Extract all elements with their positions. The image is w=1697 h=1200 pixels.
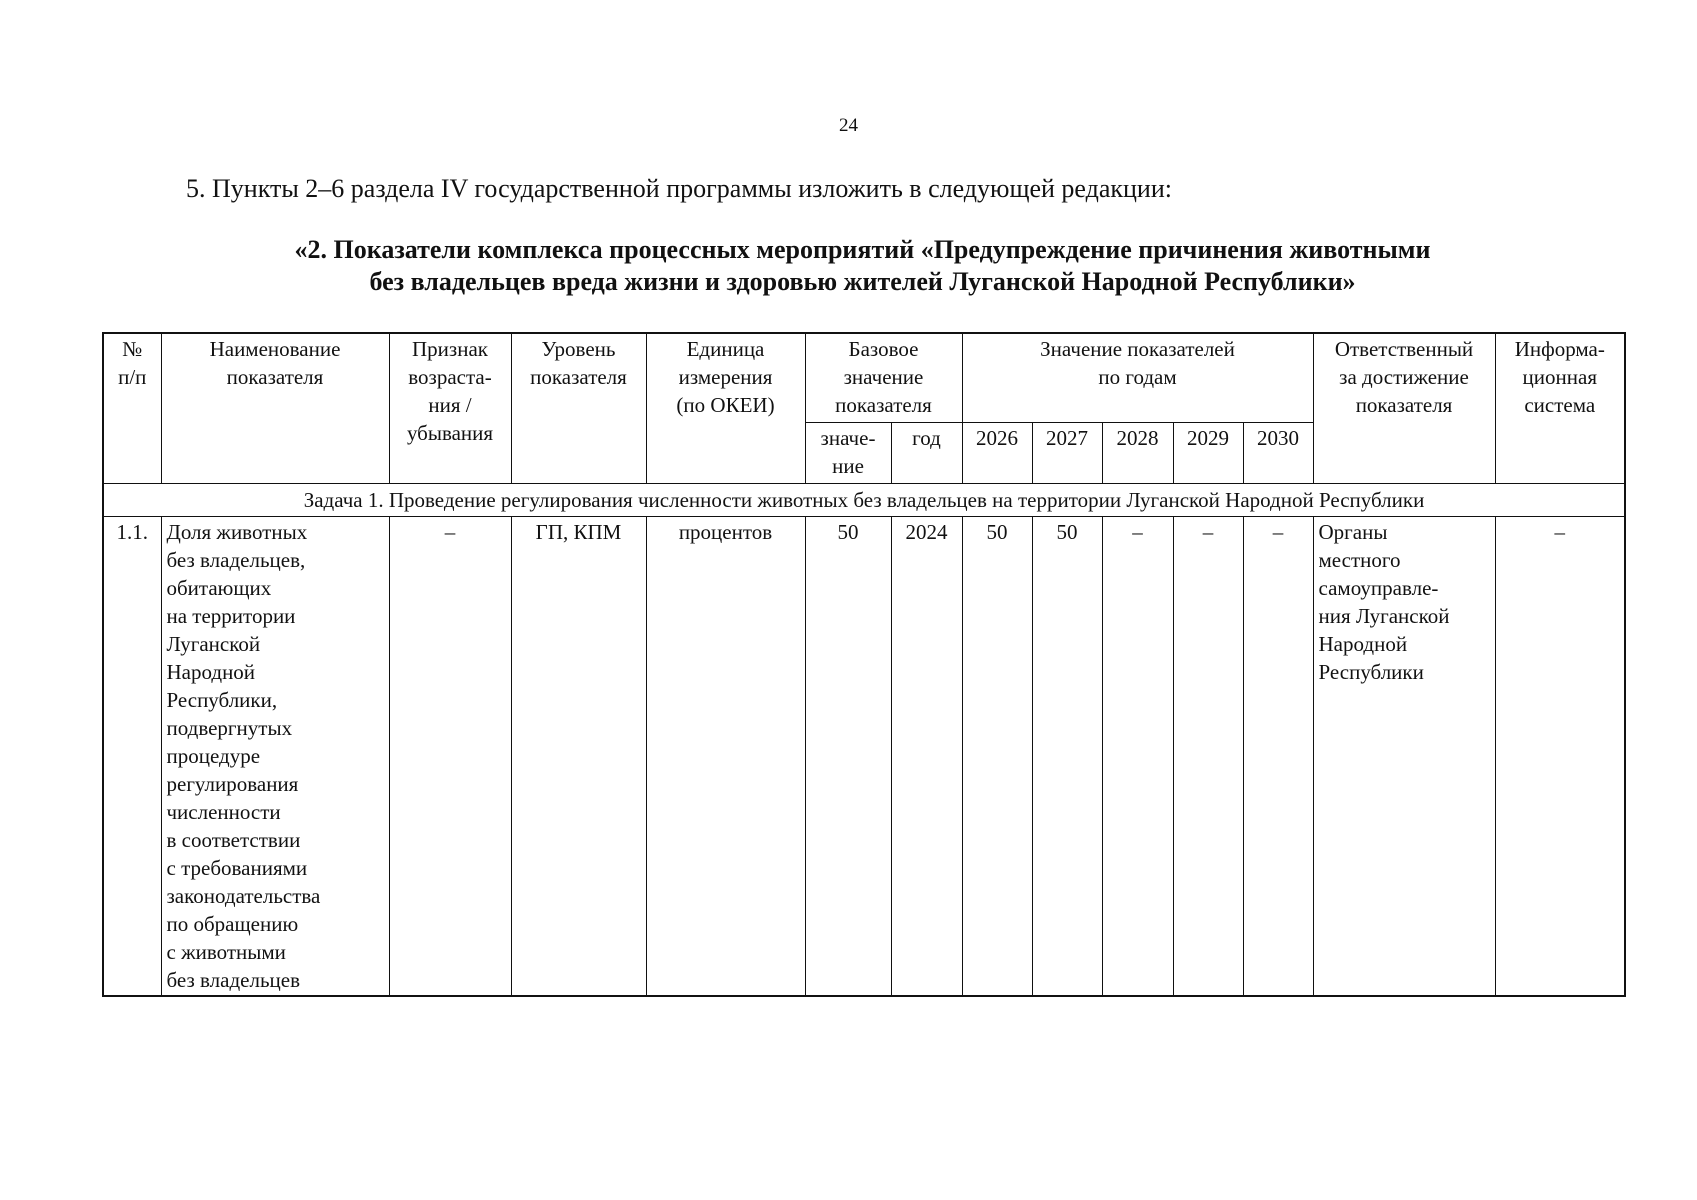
row-indicator-name-line: по обращению	[166, 912, 299, 936]
header-year-2026: 2026	[962, 423, 1032, 484]
header-year-2030: 2030	[1243, 423, 1313, 484]
header-trend-line: ния /	[428, 393, 472, 417]
row-indicator-name-line: численности	[166, 800, 281, 824]
header-responsible-line: за достижение	[1339, 365, 1469, 389]
intro-paragraph: 5. Пункты 2–6 раздела IV государственной программы изложить в следующей редакции:	[186, 174, 1172, 203]
row-indicator-name-line: без владельцев,	[166, 548, 306, 572]
row-value-2030: –	[1243, 517, 1313, 997]
task-title: Задача 1. Проведение регулирования численности животных без владельцев на территории Луганской Народной Республики	[103, 484, 1625, 517]
row-value-2026: 50	[962, 517, 1032, 997]
row-trend: –	[389, 517, 511, 997]
row-indicator-name	[161, 517, 389, 997]
header-trend-line: убывания	[406, 421, 494, 445]
header-year-2028: 2028	[1102, 423, 1173, 484]
header-unit-line: (по ОКЕИ)	[676, 393, 775, 417]
row-base-value: 50	[805, 517, 891, 997]
header-base-line: Базовое	[848, 337, 919, 361]
header-info-line: ционная	[1522, 365, 1597, 389]
row-value-2027: 50	[1032, 517, 1102, 997]
row-indicator-name-line: с требованиями	[166, 856, 308, 880]
header-num-line: №	[122, 337, 143, 361]
row-indicator-name-line: без владельцев	[166, 968, 301, 992]
row-indicator-name-line: законодательства	[166, 884, 321, 908]
row-level: ГП, КПМ	[511, 517, 646, 997]
header-responsible-line: Ответственный	[1334, 337, 1474, 361]
page-number: 24	[839, 115, 858, 136]
row-unit: процентов	[646, 517, 805, 997]
header-info-line: Информа-	[1514, 337, 1605, 361]
header-year-2027: 2027	[1032, 423, 1102, 484]
row-responsible-line: Органы	[1318, 520, 1388, 544]
header-responsible-line: показателя	[1355, 393, 1453, 417]
header-base-line: значение	[843, 365, 924, 389]
header-info-system	[1495, 333, 1625, 484]
header-values-by-year	[962, 333, 1313, 423]
header-base-value-line: значе-	[820, 426, 876, 450]
row-responsible-line: самоуправле-	[1318, 576, 1439, 600]
row-indicator-name-line: в соответствии	[166, 828, 301, 852]
indicators-table	[102, 332, 1626, 997]
row-indicator-name-line: на территории	[166, 604, 296, 628]
row-value-2028: –	[1102, 517, 1173, 997]
row-responsible-line: местного	[1318, 548, 1401, 572]
row-base-year: 2024	[891, 517, 962, 997]
header-info-line: система	[1524, 393, 1596, 417]
row-responsible-line: ния Луганской	[1318, 604, 1450, 628]
row-num: 1.1.	[103, 517, 161, 997]
header-name-line: Наименование	[209, 337, 341, 361]
header-base-value	[805, 423, 891, 484]
row-responsible-line: Республики	[1318, 660, 1424, 684]
header-name	[161, 333, 389, 484]
task-row	[103, 484, 1625, 517]
header-base-line: показателя	[835, 393, 932, 417]
row-indicator-name-line: с животными	[166, 940, 286, 964]
header-base	[805, 333, 962, 423]
row-responsible	[1313, 517, 1495, 997]
row-indicator-name-line: Народной	[166, 660, 256, 684]
row-indicator-name-line: Луганской	[166, 632, 261, 656]
row-indicator-name-line: обитающих	[166, 576, 272, 600]
header-unit-line: измерения	[678, 365, 773, 389]
header-name-line: показателя	[226, 365, 324, 389]
row-value-2029: –	[1173, 517, 1243, 997]
header-base-value-line: ние	[832, 454, 864, 478]
header-level-line: Уровень	[541, 337, 616, 361]
header-trend-line: Признак	[412, 337, 488, 361]
header-unit	[646, 333, 805, 484]
header-trend-line: возраста-	[408, 365, 492, 389]
header-values-line: по годам	[1098, 365, 1177, 389]
section-heading-line-1: «2. Показатели комплекса процессных мероприятий «Предупреждение причинения животными	[294, 235, 1431, 264]
header-base-year: год	[891, 423, 962, 484]
row-indicator-name-line: подвергнутых	[166, 716, 293, 740]
section-heading	[103, 234, 1622, 298]
table-row	[103, 517, 1625, 997]
row-info-system: –	[1495, 517, 1625, 997]
row-indicator-name-line: регулирования	[166, 772, 299, 796]
header-level-line: показателя	[530, 365, 627, 389]
header-values-line: Значение показателей	[1040, 337, 1235, 361]
header-unit-line: Единица	[686, 337, 765, 361]
row-indicator-name-line: процедуре	[166, 744, 261, 768]
row-indicator-name-line: Республики,	[166, 688, 278, 712]
header-trend	[389, 333, 511, 484]
header-num-line: п/п	[118, 365, 147, 389]
header-responsible	[1313, 333, 1495, 484]
header-level	[511, 333, 646, 484]
row-indicator-name-line: Доля животных	[166, 520, 308, 544]
row-responsible-line: Народной	[1318, 632, 1408, 656]
header-num	[103, 333, 161, 484]
header-year-2029: 2029	[1173, 423, 1243, 484]
section-heading-line-2: без владельцев вреда жизни и здоровью жителей Луганской Народной Республики»	[369, 267, 1356, 296]
table-header-row	[103, 333, 1625, 423]
